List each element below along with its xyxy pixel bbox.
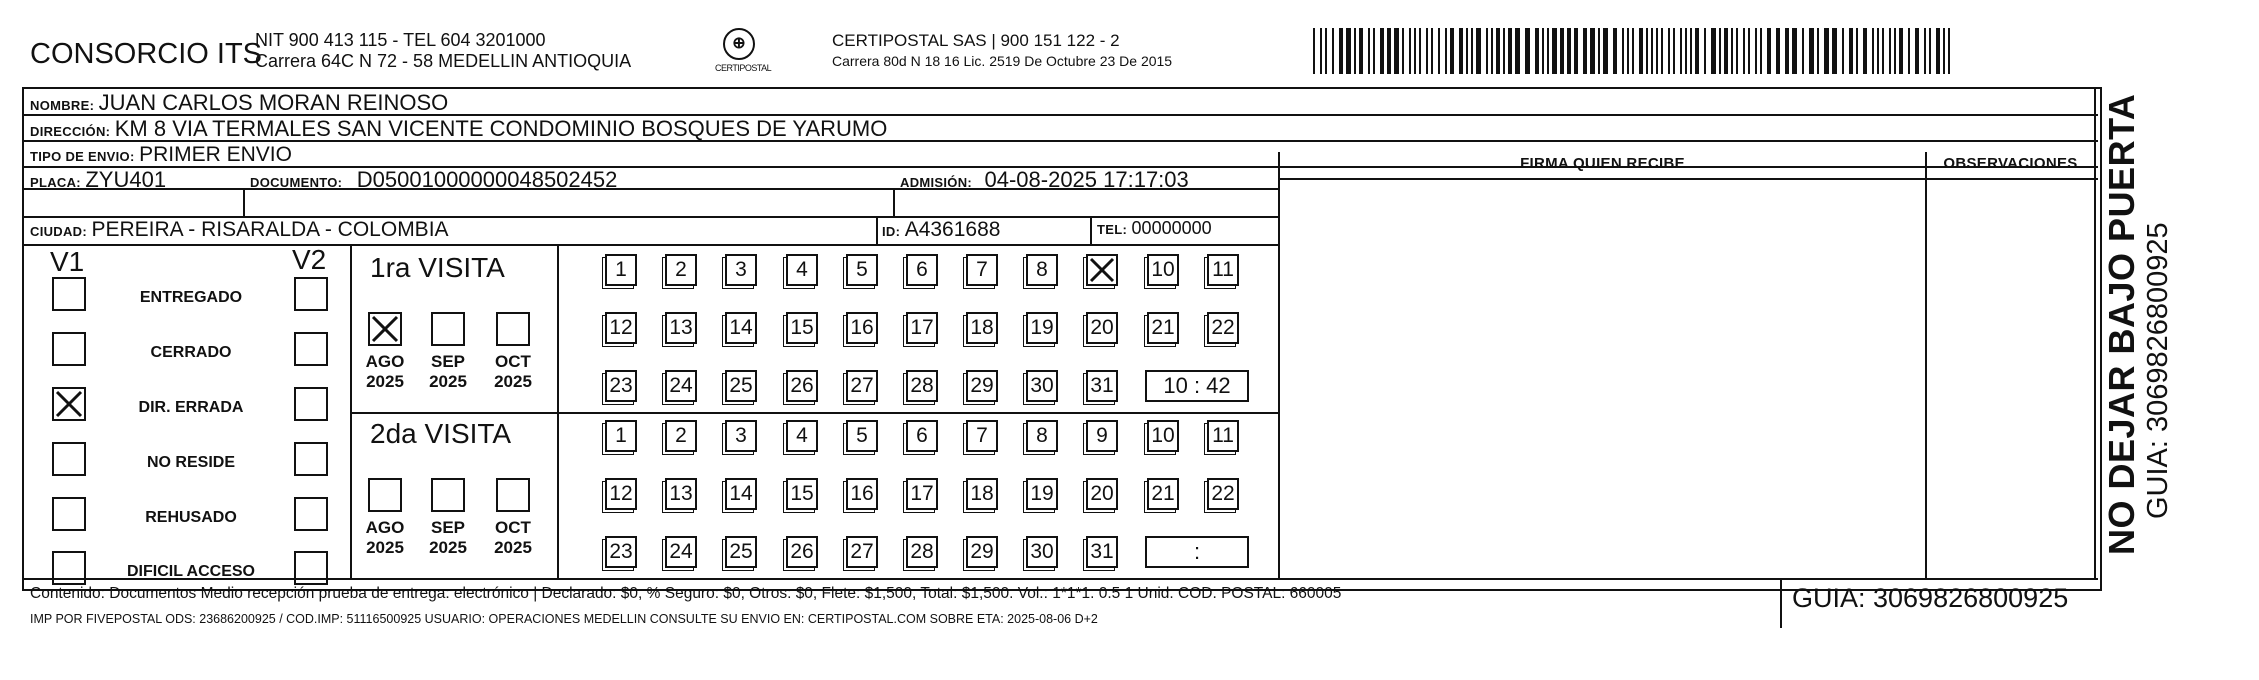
- visit-year-label: 2025: [429, 372, 467, 391]
- visit-day-box[interactable]: 7: [966, 254, 998, 286]
- visit-day-box[interactable]: 19: [1026, 312, 1058, 344]
- status-label: NO RESIDE: [146, 454, 235, 471]
- visit-day-box[interactable]: 2: [665, 420, 697, 452]
- visit-month-label: OCT: [495, 518, 531, 537]
- visit-day-box[interactable]: 6: [906, 420, 938, 452]
- visit-day-box[interactable]: 8: [1026, 254, 1058, 286]
- tipo-envio-value: PRIMER ENVIO: [139, 143, 292, 166]
- firma-label: FIRMA QUIEN RECIBE: [1520, 155, 1685, 172]
- visit-day-box[interactable]: 28: [906, 536, 938, 568]
- status-label: CERRADO: [150, 344, 232, 361]
- visit-day-box[interactable]: 28: [906, 370, 938, 402]
- status-v2-checkbox[interactable]: [294, 497, 328, 531]
- visit-year-label: 2025: [429, 538, 467, 557]
- visit-month-label: AGO: [365, 518, 405, 537]
- status-label: DIR. ERRADA: [138, 399, 244, 416]
- footer-content-line: Contenido: Documentos Medio recepción prueba de entrega: electrónico | Declarado: $0, % Seguro: $0, Otros: $0, Flete: $1,500, Total: $1,500. Vol.: 1*1*1. 0.5 1 Unid. COD. POSTAL: 660005: [30, 585, 1342, 602]
- visit-day-box[interactable]: 7: [966, 420, 998, 452]
- visit-day-box[interactable]: 21: [1147, 312, 1179, 344]
- visit-month-checkbox[interactable]: [368, 312, 402, 346]
- visit-day-box[interactable]: 22: [1207, 478, 1239, 510]
- visit-day-box[interactable]: 3: [725, 254, 757, 286]
- placa-field: [30, 167, 166, 193]
- status-v2-checkbox[interactable]: [294, 332, 328, 366]
- v2-label: V2: [292, 244, 327, 275]
- tipo-envio-label: TIPO DE ENVIO:: [30, 149, 135, 164]
- company-address: Carrera 64C N 72 - 58 MEDELLIN ANTIOQUIA: [255, 51, 632, 71]
- side-text: [2102, 94, 2174, 555]
- nombre-label: NOMBRE:: [30, 98, 95, 113]
- tipo-envio-field: [30, 143, 292, 167]
- visit-title: 2da VISITA: [370, 418, 512, 449]
- visit-day-box[interactable]: 10: [1147, 420, 1179, 452]
- logo-text: CERTIPOSTAL: [715, 63, 772, 73]
- company-name: CONSORCIO ITS: [30, 38, 263, 70]
- visit-day-box[interactable]: 31: [1086, 370, 1118, 402]
- admision-value: 04-08-2025 17:17:03: [984, 167, 1189, 192]
- documento-value: D05001000000048502452: [356, 167, 618, 192]
- nombre-value: JUAN CARLOS MORAN REINOSO: [98, 90, 449, 115]
- visit-time-box[interactable]: :: [1145, 536, 1249, 568]
- visit-month-checkbox[interactable]: [431, 312, 465, 346]
- id-label: ID:: [882, 224, 901, 239]
- tel-field: [1097, 218, 1212, 239]
- visit-day-box[interactable]: 1: [605, 254, 637, 286]
- visit-day-box[interactable]: 5: [846, 420, 878, 452]
- visit-day-box[interactable]: 30: [1026, 536, 1058, 568]
- nombre-field: [30, 90, 448, 116]
- visit-day-box[interactable]: 14: [725, 312, 757, 344]
- visit-day-box[interactable]: 20: [1086, 478, 1118, 510]
- status-label: REHUSADO: [145, 509, 237, 526]
- status-v2-checkbox[interactable]: [294, 387, 328, 421]
- direccion-label: DIRECCIÓN:: [30, 124, 111, 139]
- status-label: ENTREGADO: [139, 289, 243, 306]
- visit-day-box[interactable]: 25: [725, 370, 757, 402]
- visit-day-box[interactable]: 18: [966, 478, 998, 510]
- admision-label: ADMISIÓN:: [900, 175, 973, 190]
- documento-label: DOCUMENTO:: [250, 175, 343, 190]
- id-field: [882, 218, 1000, 242]
- visit-year-label: 2025: [494, 372, 532, 391]
- observations-area[interactable]: [1928, 180, 2093, 576]
- visit-year-label: 2025: [366, 372, 404, 391]
- visit-day-box[interactable]: 5: [846, 254, 878, 286]
- visit-day-box[interactable]: 19: [1026, 478, 1058, 510]
- visit-day-box[interactable]: 4: [786, 254, 818, 286]
- visit-day-box[interactable]: 26: [786, 370, 818, 402]
- v1-label: V1: [50, 246, 85, 277]
- placa-value: ZYU401: [85, 167, 167, 192]
- visit-day-box[interactable]: 27: [846, 370, 878, 402]
- certipostal-address: Carrera 80d N 18 16 Lic. 2519 De Octubre 23 De 2015: [832, 53, 1173, 69]
- visit-day-box[interactable]: 31: [1086, 536, 1118, 568]
- visit-month-checkbox[interactable]: [431, 478, 465, 512]
- visit-day-box[interactable]: 22: [1207, 312, 1239, 344]
- visit-day-box[interactable]: 23: [605, 536, 637, 568]
- signature-area[interactable]: [1282, 180, 1924, 576]
- status-v1-checkbox[interactable]: [52, 332, 86, 366]
- visit-day-box[interactable]: 12: [605, 312, 637, 344]
- visit-day-box[interactable]: 13: [665, 478, 697, 510]
- footer-print-line: IMP POR FIVEPOSTAL ODS: 23686200925 / COD.IMP: 51116500925 USUARIO: OPERACIONES MEDELLIN CONSULTE SU ENVIO EN: CERTIPOSTAL.COM SOBRE ETA: 2025-08-06 D+2: [30, 612, 1098, 626]
- visit-day-box[interactable]: 11: [1207, 420, 1239, 452]
- visit-day-box[interactable]: 13: [665, 312, 697, 344]
- visit-day-box[interactable]: 11: [1207, 254, 1239, 286]
- footer-guia: GUIA: 3069826800925: [1792, 583, 2069, 613]
- company-contact: [255, 30, 631, 72]
- visit-title: 1ra VISITA: [370, 252, 505, 283]
- ciudad-label: CIUDAD:: [30, 224, 87, 239]
- visit-month-label: OCT: [495, 352, 531, 371]
- certipostal-line: CERTIPOSTAL SAS | 900 151 122 - 2: [832, 31, 1120, 50]
- visit-day-box[interactable]: 8: [1026, 420, 1058, 452]
- status-v1-checkbox[interactable]: [52, 387, 86, 421]
- status-v2-checkbox[interactable]: [294, 277, 328, 311]
- visit-day-box[interactable]: [1086, 254, 1118, 286]
- direccion-field: [30, 116, 887, 142]
- direccion-value: KM 8 VIA TERMALES SAN VICENTE CONDOMINIO BOSQUES DE YARUMO: [114, 116, 888, 141]
- side-warning: NO DEJAR BAJO PUERTA: [2101, 93, 2142, 555]
- visit-day-box[interactable]: 1: [605, 420, 637, 452]
- visit-day-box[interactable]: 17: [906, 312, 938, 344]
- visit-month-checkbox[interactable]: [496, 312, 530, 346]
- visit-day-box[interactable]: 29: [966, 536, 998, 568]
- visit-year-label: 2025: [494, 538, 532, 557]
- visit-day-box[interactable]: 4: [786, 420, 818, 452]
- visit-day-box[interactable]: 17: [906, 478, 938, 510]
- status-v1-checkbox[interactable]: [52, 551, 86, 585]
- status-v1-checkbox[interactable]: [52, 497, 86, 531]
- visit-day-box[interactable]: 27: [846, 536, 878, 568]
- documento-field: [250, 167, 617, 193]
- nit-line: NIT 900 413 115 - TEL 604 3201000: [255, 30, 546, 50]
- status-v1-checkbox[interactable]: [52, 277, 86, 311]
- visit-day-box[interactable]: 29: [966, 370, 998, 402]
- visit-day-box[interactable]: 24: [665, 370, 697, 402]
- id-value: A4361688: [904, 218, 1001, 241]
- status-v1-checkbox[interactable]: [52, 442, 86, 476]
- logo-icon: ⊕: [723, 28, 755, 60]
- visit-day-box[interactable]: 3: [725, 420, 757, 452]
- status-v2-checkbox[interactable]: [294, 551, 328, 585]
- visit-day-box[interactable]: 30: [1026, 370, 1058, 402]
- ciudad-field: [30, 218, 449, 242]
- visit-day-box[interactable]: 24: [665, 536, 697, 568]
- visit-month-label: AGO: [365, 352, 405, 371]
- side-guia: GUIA: 3069826800925: [2142, 222, 2174, 519]
- tel-value: 00000000: [1131, 218, 1212, 238]
- visit-day-box[interactable]: 6: [906, 254, 938, 286]
- placa-label: PLACA:: [30, 175, 81, 190]
- visit-day-box[interactable]: 23: [605, 370, 637, 402]
- visit-day-box[interactable]: 12: [605, 478, 637, 510]
- visit-day-box[interactable]: 10: [1147, 254, 1179, 286]
- visit-month-checkbox[interactable]: [496, 478, 530, 512]
- tel-label: TEL:: [1097, 222, 1128, 237]
- visit-day-box[interactable]: 14: [725, 478, 757, 510]
- certipostal-logo: [715, 28, 772, 74]
- visit-day-box[interactable]: 21: [1147, 478, 1179, 510]
- visit-month-label: SEP: [430, 518, 466, 537]
- visit-month-checkbox[interactable]: [368, 478, 402, 512]
- visit-day-box[interactable]: 25: [725, 536, 757, 568]
- ciudad-value: PEREIRA - RISARALDA - COLOMBIA: [91, 218, 449, 241]
- barcode: [1313, 24, 1953, 78]
- admision-field: [900, 167, 1189, 193]
- visit-day-box[interactable]: 18: [966, 312, 998, 344]
- visit-day-box[interactable]: 2: [665, 254, 697, 286]
- visit-month-label: SEP: [430, 352, 466, 371]
- certipostal-info: [832, 30, 1172, 72]
- visit-year-label: 2025: [366, 538, 404, 557]
- status-label: DIFICIL ACCESO: [126, 563, 255, 580]
- visit-time-box[interactable]: 10 : 42: [1145, 370, 1249, 402]
- visit-day-box[interactable]: 9: [1086, 420, 1118, 452]
- visit-day-box[interactable]: 16: [846, 478, 878, 510]
- observaciones-label: OBSERVACIONES: [1943, 155, 2078, 172]
- status-v2-checkbox[interactable]: [294, 442, 328, 476]
- visit-day-box[interactable]: 26: [786, 536, 818, 568]
- visit-day-box[interactable]: 15: [786, 312, 818, 344]
- visit-day-box[interactable]: 15: [786, 478, 818, 510]
- visit-day-box[interactable]: 16: [846, 312, 878, 344]
- visit-day-box[interactable]: 20: [1086, 312, 1118, 344]
